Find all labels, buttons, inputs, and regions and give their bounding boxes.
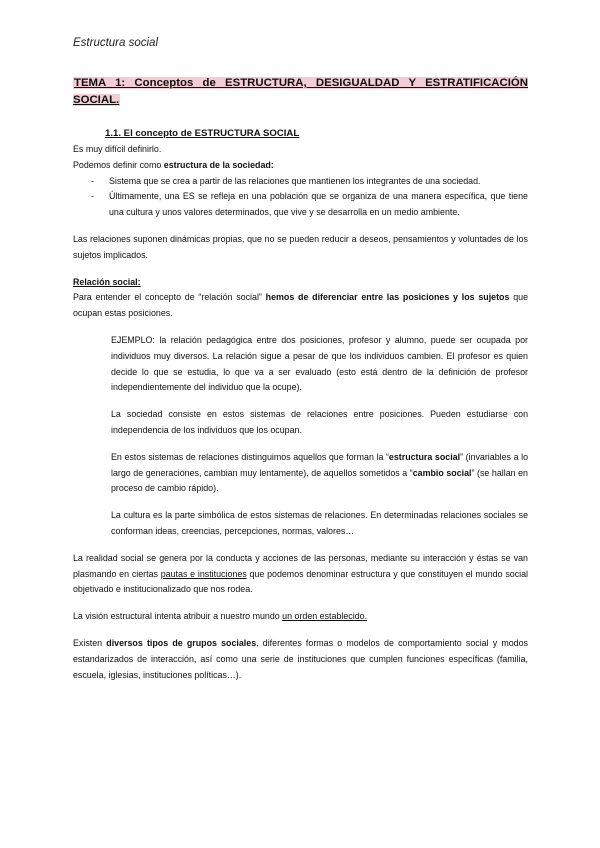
relacion-social-heading: Relación social: bbox=[73, 276, 141, 287]
groups-text-1: Existen bbox=[73, 637, 107, 648]
vision-underlined: un orden establecido. bbox=[282, 611, 368, 622]
reality-text-1: La realidad social se genera por la conducta y acciones de las personas, mediante su interacción y éstas se van plasmando en ciertas bbox=[73, 552, 528, 579]
section-heading-estructura-social: 1.1. El concepto de ESTRUCTURA SOCIAL bbox=[105, 128, 300, 139]
groups-bold: diversos tipos de grupos sociales bbox=[106, 637, 257, 648]
definition-bullet-list bbox=[73, 174, 528, 221]
reality-text-2: que podemos denominar estructura y que constituyen el mundo social objetivado e institucionalizado que nos rodea. bbox=[73, 568, 529, 595]
systems-text-2: ” (invariables a lo largo de generaciones, cambian muy lentamente), de aquellos sometidos a “ bbox=[111, 451, 529, 478]
definition-intro-text: Podemos definir como bbox=[73, 159, 164, 170]
reality-underlined: pautas e instituciones bbox=[160, 568, 247, 579]
list-item: - Sistema que se crea a partir de las relaciones que mantienen los integrantes de una sociedad. bbox=[91, 174, 528, 190]
intro-text-end: que ocupan estas posiciones. bbox=[73, 292, 528, 319]
systems-bold-cambio: cambio social bbox=[412, 467, 472, 478]
systems-text-1: En estos sistemas de relaciones distinguimos aquellos que forman la “ bbox=[111, 451, 389, 462]
relacion-social-intro bbox=[73, 290, 528, 322]
definition-difficulty-line: Es muy difícil definirlo. bbox=[73, 144, 162, 154]
definition-intro-bold: estructura de la sociedad: bbox=[163, 159, 274, 170]
title-highlight: TEMA 1: Conceptos de ESTRUCTURA, DESIGUALDAD Y ESTRATIFICACIÓN SOCIAL. bbox=[73, 77, 528, 106]
society-paragraph: La sociedad consiste en estos sistemas de relaciones entre posiciones. Pueden estudiarse con independencia de los individuos que los ocupan. bbox=[111, 409, 528, 435]
systems-text-3: ” (se hallan en proceso de cambio rápido). bbox=[111, 467, 528, 494]
social-groups-paragraph bbox=[73, 636, 528, 683]
systems-paragraph bbox=[111, 450, 528, 497]
structural-vision-paragraph bbox=[73, 609, 528, 625]
systems-bold-estructura: estructura social bbox=[388, 451, 461, 462]
intro-bold: hemos de diferenciar entre las posiciones y los sujetos bbox=[265, 292, 510, 303]
culture-paragraph: La cultura es la parte simbólica de estos sistemas de relaciones. En determinadas relaciones sociales se conforman ideas, creencias, percepciones, normas, valores… bbox=[111, 510, 528, 536]
list-item: - Últimamente, una ES se refleja en una población que se organiza de una manera específica, que tiene una cultura y unos valores determinados, que vive y se desarrolla en un medio ambiente. bbox=[91, 189, 528, 221]
definition-intro-line bbox=[73, 158, 528, 174]
social-reality-paragraph bbox=[73, 551, 528, 598]
running-header: Estructura social bbox=[73, 37, 159, 49]
relations-paragraph: Las relaciones suponen dinámicas propias, que no se pueden reducir a deseos, pensamientos y voluntades de los sujetos implicados. bbox=[73, 233, 528, 260]
document-body bbox=[73, 75, 528, 683]
document-title bbox=[73, 75, 528, 109]
vision-text: La visión estructural intenta atribuir a nuestro mundo bbox=[73, 611, 283, 622]
intro-text: Para entender el concepto de “relación social” bbox=[73, 292, 266, 303]
groups-text-2: , diferentes formas o modelos de comportamiento social y modos estandarizados de interacción, así como una serie de instituciones que cumplen funciones específicas (familia, escuela, iglesias, instituciones políticas…). bbox=[73, 637, 528, 680]
example-paragraph: EJEMPLO: la relación pedagógica entre dos posiciones, profesor y alumno, puede ser ocupada por individuos muy diversos. La relación sigue a pesar de que los individuos cambien. El profesor es quien decide lo que se estudia, lo que va a ser evaluado (esto está dentro de la definición de profesor independientemente del individuo que la ocupe). bbox=[111, 334, 528, 393]
